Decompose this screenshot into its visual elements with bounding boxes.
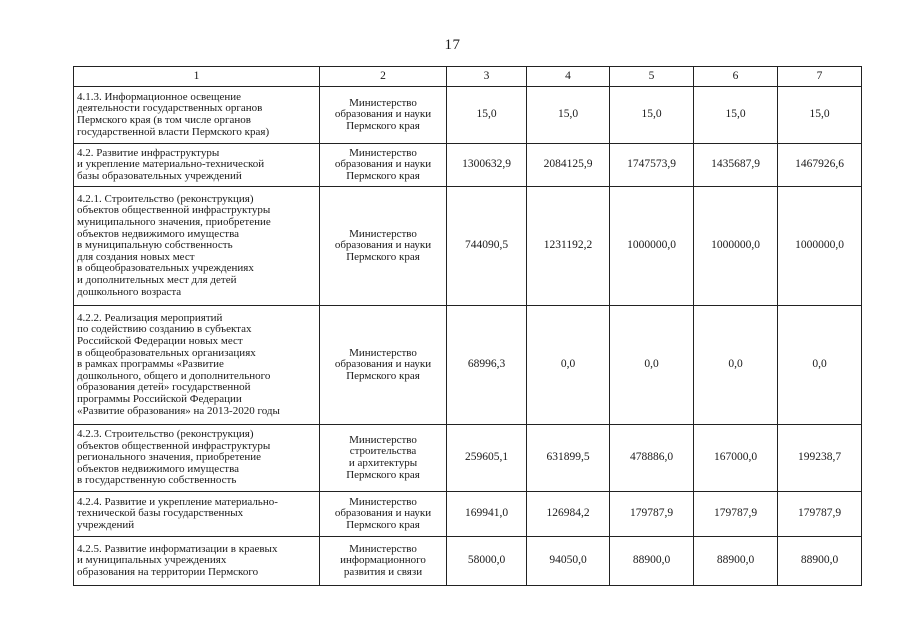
agency-text-line: Министерство: [349, 146, 417, 159]
activity-text-line: технической базы государственных: [77, 507, 244, 520]
agency-cell: [320, 492, 447, 537]
agency-text-line: Министерство: [349, 96, 417, 109]
column-header-5: 5: [610, 67, 694, 87]
activity-text-line: деятельности государственных органов: [77, 102, 263, 115]
activity-text-line: 4.2.4. Развитие и укрепление материально-: [77, 495, 278, 508]
agency-cell: [320, 144, 447, 187]
table-row: [74, 144, 862, 187]
value-cell-col4: 94050,0: [527, 537, 610, 586]
agency-text-line: образования и науки: [334, 158, 432, 171]
activity-text-line: Пермского края (в том числе органов: [77, 114, 251, 126]
table-row: [74, 492, 862, 537]
value-cell-col7: 88900,0: [778, 537, 862, 586]
activity-text-line: дошкольного, общего и дополнительного: [77, 369, 271, 382]
activity-text-line: программы Российской Федерации: [77, 392, 242, 405]
activity-text-line: и дополнительных мест для детей: [77, 273, 237, 286]
activity-text-line: регионального значения, приобретение: [77, 451, 262, 464]
activity-text-line: в рамках программы «Развитие: [77, 358, 224, 371]
value-cell-col3: 1300632,9: [447, 144, 527, 187]
value-cell-col5: 15,0: [610, 87, 694, 144]
value-cell-col6: 15,0: [694, 87, 778, 144]
activity-text-line: в муниципальную собственность: [77, 239, 233, 252]
activity-text-line: 4.2.3. Строительство (реконструкция): [77, 428, 254, 441]
value-cell-col5: 1000000,0: [610, 187, 694, 306]
activity-cell: [74, 144, 320, 187]
agency-text-line: Министерство: [349, 495, 417, 508]
activity-text-line: и укрепление материально-технической: [77, 158, 265, 171]
agency-cell: [320, 187, 447, 306]
value-cell-col6: 167000,0: [694, 425, 778, 492]
agency-text-line: Пермского края: [346, 169, 420, 182]
table-row: [74, 187, 862, 306]
table-row: [74, 306, 862, 425]
value-cell-col3: 259605,1: [447, 425, 527, 492]
value-cell-col7: 0,0: [778, 306, 862, 425]
value-cell-col4: 1231192,2: [527, 187, 610, 306]
activity-text-line: 4.2.1. Строительство (реконструкция): [77, 192, 254, 205]
activity-text-line: объектов недвижимого имущества: [77, 227, 240, 240]
activity-cell: [74, 187, 320, 306]
activity-text-line: 4.2.2. Реализация мероприятий: [77, 311, 223, 324]
agency-text-line: Пермского края: [346, 468, 420, 481]
value-cell-col7: 199238,7: [778, 425, 862, 492]
activity-text-line: 4.2. Развитие инфраструктуры: [77, 146, 220, 159]
agency-text-line: образования и науки: [334, 507, 432, 520]
agency-cell: [320, 425, 447, 492]
agency-cell: [320, 537, 447, 586]
agency-cell: [320, 306, 447, 425]
value-cell-col5: 179787,9: [610, 492, 694, 537]
agency-text-line: Министерство: [349, 433, 417, 446]
value-cell-col6: 179787,9: [694, 492, 778, 537]
page-number: 17: [444, 37, 461, 53]
column-header-6: 6: [694, 67, 778, 87]
activity-text-line: базы образовательных учреждений: [77, 169, 242, 182]
value-cell-col7: 15,0: [778, 87, 862, 144]
activity-text-line: в государственную собственность: [77, 474, 237, 487]
value-cell-col6: 1435687,9: [694, 144, 778, 187]
value-cell-col5: 0,0: [610, 306, 694, 425]
agency-cell: [320, 87, 447, 144]
agency-text-line: Министерство: [349, 542, 417, 555]
activity-text-line: государственной власти Пермского края): [77, 125, 270, 138]
value-cell-col4: 126984,2: [527, 492, 610, 537]
agency-text-line: образования и науки: [334, 239, 432, 252]
agency-text-line: Пермского края: [346, 369, 420, 382]
table-row: [74, 537, 862, 586]
activity-text-line: и муниципальных учреждениях: [77, 554, 227, 567]
activity-cell: [74, 87, 320, 144]
value-cell-col6: 1000000,0: [694, 187, 778, 306]
value-cell-col3: 169941,0: [447, 492, 527, 537]
activity-text-line: «Развитие образования» на 2013-2020 годы: [77, 404, 280, 417]
activity-text-line: Российской Федерации новых мест: [77, 335, 243, 348]
value-cell-col4: 2084125,9: [527, 144, 610, 187]
activity-text-line: образования детей» государственной: [77, 381, 251, 394]
table-row: [74, 425, 862, 492]
activity-text-line: объектов общественной инфраструктуры: [77, 439, 271, 452]
value-cell-col3: 744090,5: [447, 187, 527, 306]
agency-text-line: Пермского края: [346, 518, 420, 531]
activity-text-line: 4.2.5. Развитие информатизации в краевых: [77, 542, 278, 555]
activity-text-line: объектов общественной инфраструктуры: [77, 204, 271, 217]
activity-cell: [74, 537, 320, 586]
value-cell-col7: 1467926,6: [778, 144, 862, 187]
value-cell-col7: 1000000,0: [778, 187, 862, 306]
value-cell-col6: 0,0: [694, 306, 778, 425]
agency-text-line: развития и связи: [343, 565, 423, 578]
value-cell-col3: 68996,3: [447, 306, 527, 425]
agency-text-line: информационного: [340, 554, 426, 567]
agency-text-line: образования и науки: [334, 358, 432, 371]
value-cell-col5: 1747573,9: [610, 144, 694, 187]
column-header-1: 1: [74, 67, 320, 87]
column-header-4: 4: [527, 67, 610, 87]
value-cell-col4: 631899,5: [527, 425, 610, 492]
activity-text-line: муниципального значения, приобретение: [77, 216, 271, 229]
value-cell-col3: 15,0: [447, 87, 527, 144]
agency-text-line: образования и науки: [334, 108, 432, 121]
activity-text-line: объектов недвижимого имущества: [77, 462, 240, 475]
activity-cell: [74, 306, 320, 425]
column-header-2: 2: [320, 67, 447, 87]
activity-text-line: дошкольного возраста: [77, 285, 182, 298]
activity-text-line: в общеобразовательных учреждениях: [77, 262, 254, 275]
header-row: [74, 67, 862, 87]
value-cell-col4: 15,0: [527, 87, 610, 144]
activity-cell: [74, 425, 320, 492]
activity-text-line: в общеобразовательных организациях: [77, 346, 256, 359]
activity-text-line: учреждений: [77, 518, 135, 531]
value-cell-col4: 0,0: [527, 306, 610, 425]
value-cell-col6: 88900,0: [694, 537, 778, 586]
column-header-7: 7: [778, 67, 862, 87]
activity-text-line: 4.1.3. Информационное освещение: [77, 90, 242, 103]
agency-text-line: Министерство: [349, 227, 417, 240]
table-row: [74, 87, 862, 144]
activity-text-line: образования на территории Пермского: [77, 565, 259, 578]
agency-text-line: строительства: [349, 445, 417, 458]
agency-text-line: Пермского края: [346, 250, 420, 263]
activity-text-line: по содействию созданию в субъектах: [77, 323, 252, 336]
agency-text-line: Министерство: [349, 346, 417, 359]
budget-table: [73, 66, 862, 586]
activity-text-line: для создания новых мест: [77, 250, 195, 263]
value-cell-col5: 478886,0: [610, 425, 694, 492]
agency-text-line: и архитектуры: [348, 457, 418, 469]
column-header-3: 3: [447, 67, 527, 87]
agency-text-line: Пермского края: [346, 119, 420, 132]
value-cell-col5: 88900,0: [610, 537, 694, 586]
value-cell-col3: 58000,0: [447, 537, 527, 586]
activity-cell: [74, 492, 320, 537]
value-cell-col7: 179787,9: [778, 492, 862, 537]
